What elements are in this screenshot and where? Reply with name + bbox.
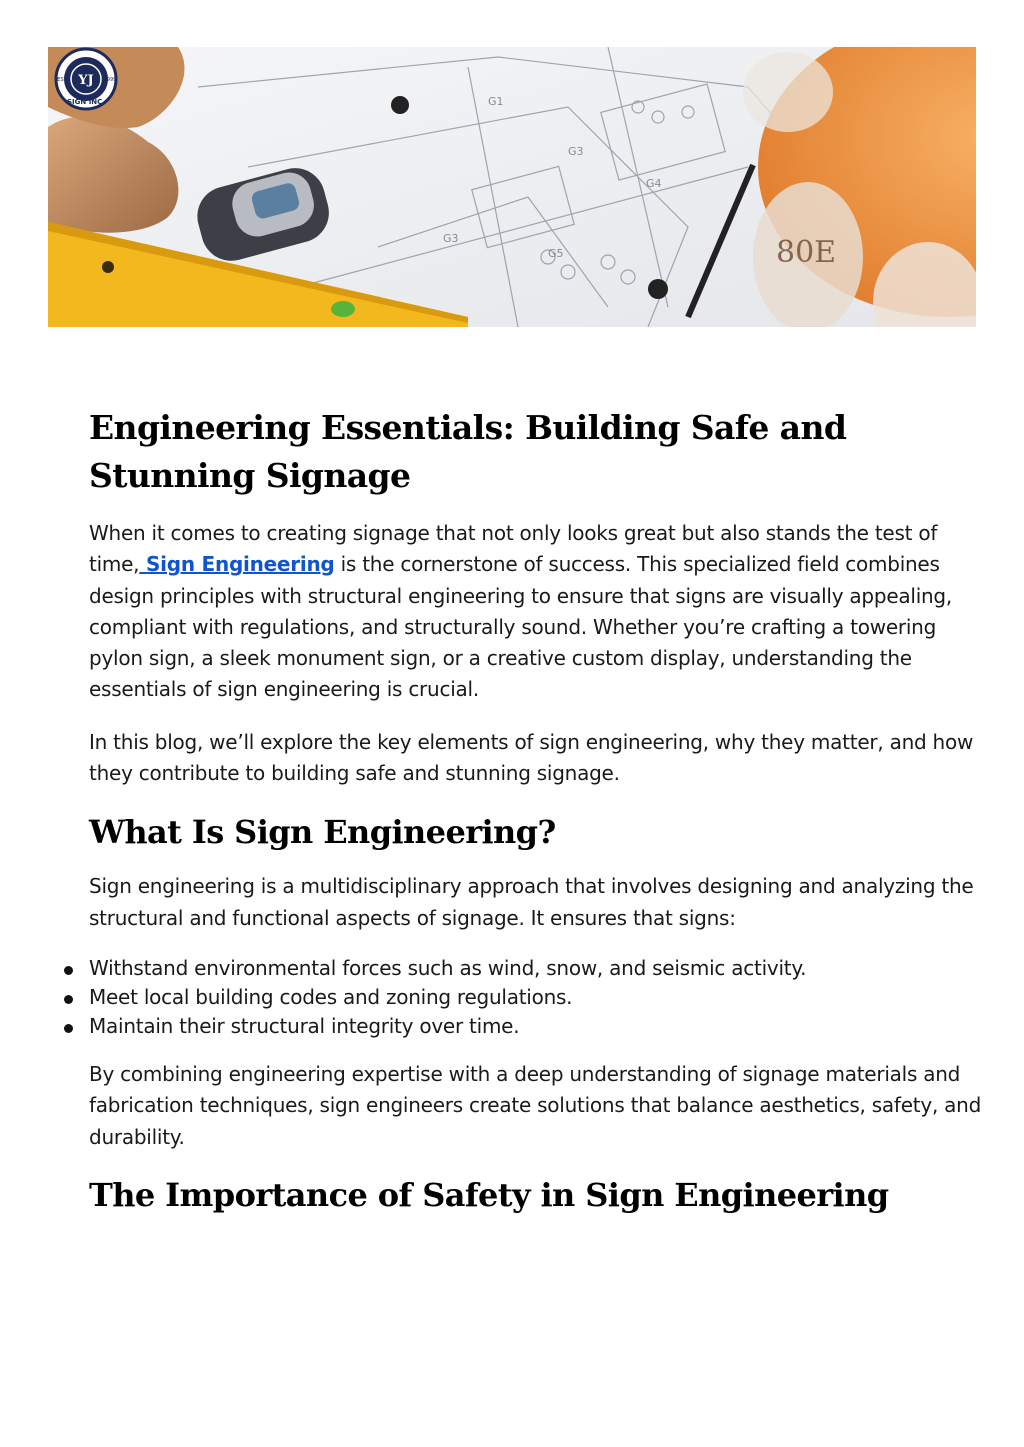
svg-text:G5: G5 bbox=[548, 247, 564, 260]
svg-text:G3: G3 bbox=[568, 145, 584, 158]
intro-paragraph bbox=[89, 518, 984, 706]
svg-text:G3: G3 bbox=[443, 232, 459, 245]
company-logo-icon bbox=[56, 49, 116, 109]
bullet-icon bbox=[64, 1024, 73, 1033]
section-paragraph-definition: Sign engineering is a multidisciplinary approach that involves designing and analyzing the structural and functional aspects of signage. It ensures that signs: bbox=[89, 874, 974, 930]
list-item bbox=[89, 954, 984, 983]
logo-est: EST bbox=[57, 77, 67, 83]
article-title: Engineering Essentials: Building Safe and Stunning Signage bbox=[89, 408, 847, 495]
list-item-text: Meet local building codes and zoning regulations. bbox=[89, 984, 573, 1009]
sign-engineering-link[interactable]: Sign Engineering bbox=[139, 552, 335, 577]
blog-overview-paragraph: In this blog, we’ll explore the key elements of sign engineering, why they matter, and how they contribute to building safe and stunning signage. bbox=[89, 729, 974, 786]
list-item-text: Withstand environmental forces such as wind, snow, and seismic activity. bbox=[89, 955, 807, 980]
list-item bbox=[89, 983, 984, 1012]
requirements-list bbox=[89, 954, 984, 1041]
logo-monogram: YJ bbox=[78, 73, 94, 88]
logo-text: SIGN INC. bbox=[67, 98, 105, 106]
section-closing-paragraph: By combining engineering expertise with a deep understanding of signage materials and fabrication techniques, sign engineers create solutions that balance aesthetics, safety, and durability. bbox=[89, 1061, 982, 1149]
bullet-icon bbox=[64, 995, 73, 1004]
bullet-icon bbox=[64, 966, 73, 975]
svg-text:G1: G1 bbox=[488, 95, 504, 108]
section-heading-what-is: What Is Sign Engineering? bbox=[89, 813, 556, 852]
intro-before-link: When it comes to creating signage that not only looks great but also stands the test of time, bbox=[89, 521, 938, 577]
list-item bbox=[89, 1012, 984, 1041]
svg-text:G4: G4 bbox=[646, 177, 662, 190]
hero-image bbox=[48, 47, 976, 327]
blueprint-illustration bbox=[48, 47, 976, 327]
list-item-text: Maintain their structural integrity over time. bbox=[89, 1013, 520, 1038]
intro-after-link: is the cornerstone of success. This specialized field combines design principles with structural engineering to ensure that signs are visually appealing, compliant with regulations, and structurally sound. Whether you’re crafting a towering pylon sign, a sleek monument sign, or a creative custom display, understanding the essentials of sign engineering is crucial. bbox=[89, 552, 952, 702]
article bbox=[89, 404, 984, 1217]
logo-year: 1999 bbox=[103, 77, 117, 83]
section-heading-safety: The Importance of Safety in Sign Engineering bbox=[89, 1175, 889, 1214]
svg-text:80E: 80E bbox=[776, 235, 837, 270]
